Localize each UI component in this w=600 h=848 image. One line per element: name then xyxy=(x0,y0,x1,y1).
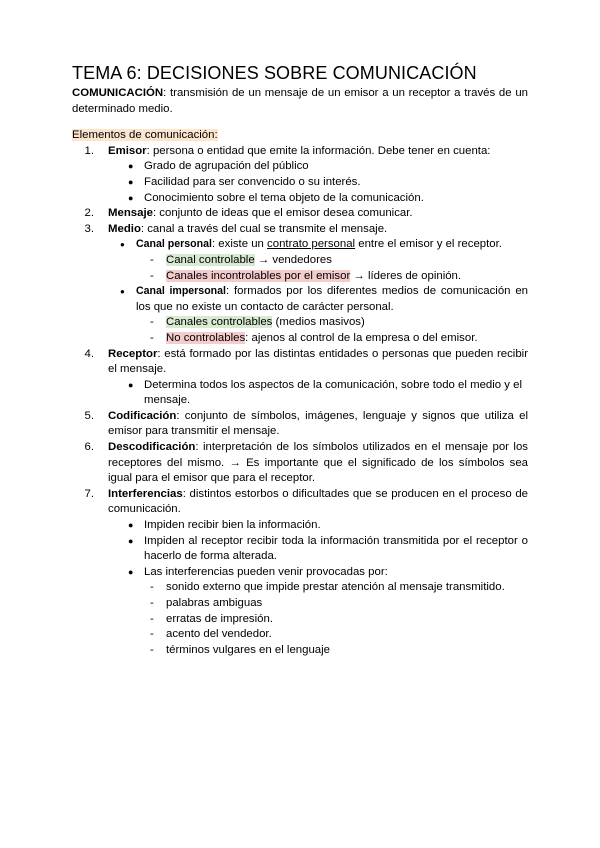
bullet-item: ● Determina todos los aspectos de la comunicación, sobre todo el medio y el mensaje. xyxy=(128,378,522,407)
bullet-item: ● Conocimiento sobre el tema objeto de la comunicación. xyxy=(128,191,424,204)
bullet-item: ● Impiden recibir bien la información. xyxy=(128,519,321,532)
definition-text: : transmisión de un mensaje de un emisor a un receptor a través de un determinado medio. xyxy=(72,87,528,115)
bullet-item: ● Facilidad para ser convencido o su interés. xyxy=(128,175,361,188)
cause-item: - erratas de impresión. xyxy=(150,612,273,625)
list-item-mensaje: 2. Mensaje: conjunto de ideas que el emisor desea comunicar. xyxy=(84,207,413,220)
list-item-emisor: 1. Emisor: persona o entidad que emite la información. Debe tener en cuenta: xyxy=(84,144,491,157)
list-item-medio: 3. Medio: canal a través del cual se transmite el mensaje. xyxy=(84,222,388,235)
cause-item: - sonido externo que impide prestar atención al mensaje transmitido. xyxy=(150,581,505,594)
list-item-codificacion: 5. Codificación: conjunto de símbolos, imágenes, lenguaje y signos que utiliza el emisor para transmitir el mensaje. xyxy=(84,409,528,438)
bullet-item: ● Las interferencias pueden venir provocadas por: xyxy=(128,565,388,578)
cause-item: - palabras ambiguas xyxy=(150,597,263,609)
cause-item: - acento del vendedor. xyxy=(150,628,272,641)
definition-term: COMUNICACIÓN xyxy=(72,87,164,99)
sub-item: - No controlables: ajenos al control de la empresa o del emisor. xyxy=(150,331,478,344)
bullet-item: ● Grado de agrupación del público xyxy=(128,160,309,173)
section-heading: Elementos de comunicación: xyxy=(72,129,218,142)
sub-item: - Canal controlable → vendedores xyxy=(150,253,332,266)
list-item-receptor: 4. Receptor: está formado por las distintas entidades o personas que pueden recibir el mensaje. xyxy=(84,347,528,376)
canal-impersonal: ● Canal impersonal: formados por los diferentes medios de comunicación en los que no existe un contacto de carácter personal. xyxy=(120,285,529,313)
document-page xyxy=(72,62,528,658)
canal-personal: ● Canal personal: existe un contrato personal entre el emisor y el receptor. xyxy=(120,238,502,251)
definition-paragraph xyxy=(72,86,528,117)
list-item-interferencias: 7. Interferencias: distintos estorbos o dificultades que se producen en el proceso de comunicación. xyxy=(84,487,528,516)
list-item-descodificacion: 6. Descodificación: interpretación de los símbolos utilizados en el mensaje por los receptores del mismo. → Es importante que el significado de los símbolos sea igual para el emisor que para el receptor. xyxy=(84,441,528,485)
bullet-item: ● Impiden al receptor recibir toda la información transmitida por el receptor o hacerlo de forma alterada. xyxy=(128,534,528,563)
page-title: TEMA 6: DECISIONES SOBRE COMUNICACIÓN xyxy=(72,63,477,83)
cause-item: - términos vulgares en el lenguaje xyxy=(150,643,330,656)
sub-item: - Canales incontrolables por el emisor → líderes de opinión. xyxy=(150,269,462,282)
sub-item: - Canales controlables (medios masivos) xyxy=(150,316,365,329)
